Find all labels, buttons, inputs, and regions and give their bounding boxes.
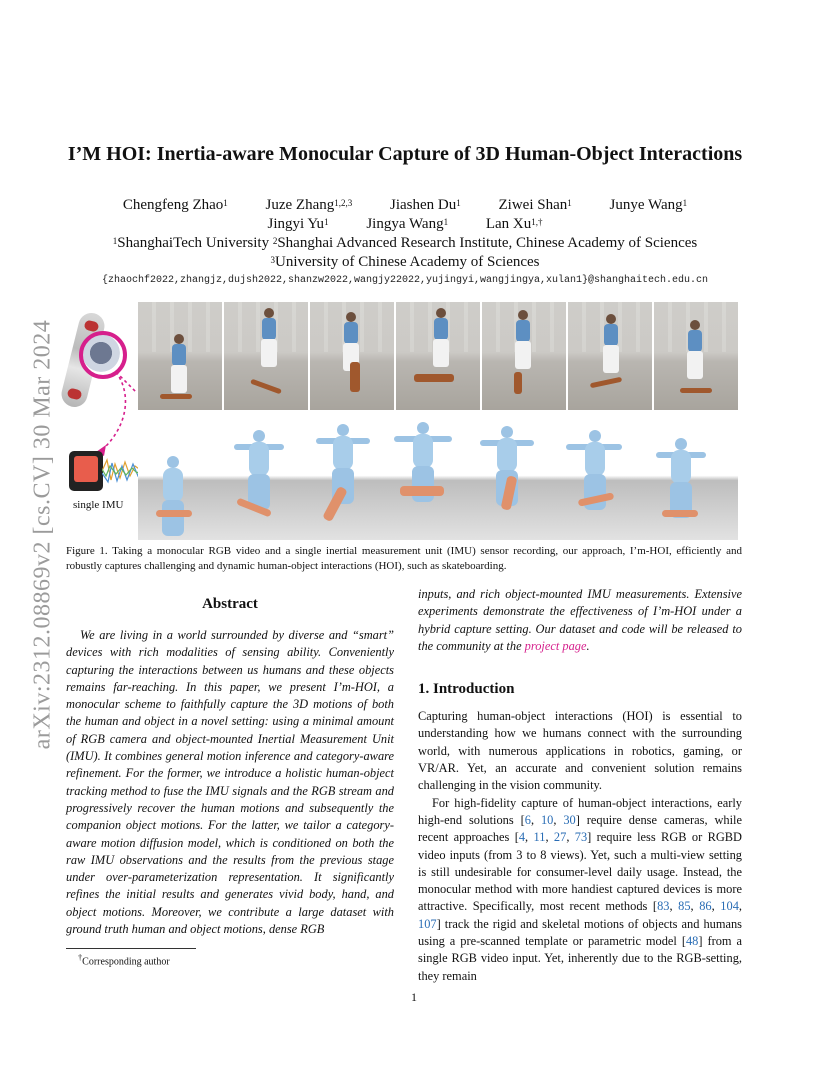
citation-link[interactable]: 83 <box>657 899 670 914</box>
figure-caption: Figure 1. Taking a monocular RGB video and a single inertial measurement unit (IMU) sensor recording, our approach, I’m-HOI, efficiently and robustly captures challenging and dynamic human-object interactions (HOI), such as skateboarding. <box>66 545 742 572</box>
video-frame <box>568 302 652 410</box>
abstract-continuation: inputs, and rich object-mounted IMU measurements. Extensive experiments demonstrate the effectiveness of I’m-HOI under a hybrid capture setting. Our dataset and code will be released to the community at the project page. <box>418 587 742 653</box>
human-mesh <box>242 430 276 512</box>
abstract-text: We are living in a world surrounded by diverse and “smart” devices with rich modalities of sensing ability. Conveniently capturing the interactions between us humans and these objects remains far-reaching. In this paper, we present I’m-HOI, a monocular scheme to faithfully capture the 3D motions of both the human and object in a novel setting: using a minimal amount of RGB camera and object-mounted Inertial Measurement Unit (IMU). It combines general motion inference and category-aware refinement. For the former, we introduce a holistic human-object tracking method to fuse the IMU signals and the RGB stream and progressively recover the human motions and subsequently the companion object motions. For the latter, we tailor a category-aware motion diffusion model, which is conditioned on both the raw IMU observations and the results from the previous stage under over-parameterization representation. It significantly refines the initial results and generates vivid body, hand, and object motions. Moreover, we contribute a large dataset with ground truth human and object motions, dense RGB <box>66 628 394 937</box>
arxiv-side-stamp <box>28 285 58 785</box>
author-line-1 <box>60 196 750 215</box>
intro-paragraph-1: Capturing human-object interactions (HOI) is essential to understanding how we humans connect with the surrounding world, with numerous applications in robotics, gaming, or VR/AR. Yet, an accurate and convenient solution remains challenging in the vision community. <box>418 709 742 793</box>
teaser-figure <box>66 298 738 540</box>
human-mesh <box>156 456 190 538</box>
affiliation-line-1: $^1$ShanghaiTech University $^2$Shanghai Advanced Research Institute, Chinese Academy of Sciences <box>112 235 698 251</box>
author: Juze Zhang$^{1,2,3}$ <box>265 197 353 213</box>
author: Lan $Xu^{1,\dagger}$ <box>485 216 543 232</box>
single-imu-label: single IMU <box>73 499 124 511</box>
project-page-link[interactable]: project page <box>524 638 587 653</box>
intro-paragraph-2: For high-fidelity capture of human-object interactions, early high-end solutions [6, 10, 30] require dense cameras, while recent approaches [4, 11, 27, 73] require less RGB or RGBD video inputs (from 3 to 8 views). Yet, such a multi-view setting is still undesirable for consumer-level daily usage. Instead, the monocular method with more handiest captured devices is more attractive. Specifically, most recent methods [83, 85, 86, 104, 107] track the rigid and skeletal motions of objects and humans using a pre-scanned template or parametric model [48] from a single RGB video input. Yet, inherently due to the RGB-setting, they remain <box>418 795 743 983</box>
video-frame <box>482 302 566 410</box>
author-block <box>60 196 750 272</box>
citation-link[interactable]: 27 <box>553 830 567 845</box>
right-column <box>418 586 742 985</box>
imu-setup-panel <box>66 298 136 538</box>
author: Chengfeng Zhao$^1$ <box>122 197 228 213</box>
imu-sensor-icon <box>69 451 103 491</box>
signal-waves-icon <box>102 454 142 488</box>
skateboard-mesh <box>156 510 192 517</box>
citation-link[interactable]: 73 <box>574 830 588 845</box>
video-frame <box>310 302 394 410</box>
human-mesh <box>664 438 698 520</box>
rgb-video-frames <box>138 302 738 410</box>
author: Junye Wang$^1$ <box>609 197 688 213</box>
footnote: †Corresponding author <box>78 953 170 968</box>
citation-link[interactable]: 11 <box>533 830 546 845</box>
page-number: 1 <box>411 990 417 1004</box>
left-column <box>66 596 394 938</box>
dashed-arrow-icon <box>66 348 136 458</box>
footnote-rule <box>66 948 196 949</box>
3d-reconstruction-frames <box>138 416 738 540</box>
citation-link[interactable]: 6 <box>524 812 531 827</box>
skateboard-mesh <box>400 486 444 496</box>
author: Jingya Wang$^1$ <box>366 216 449 232</box>
skateboard-mesh <box>662 510 698 517</box>
affiliation-line-2: $^3$University of Chinese Academy of Sciences <box>270 254 540 270</box>
author: Jiashen Du$^1$ <box>390 197 461 213</box>
author-line-2 <box>60 215 750 234</box>
introduction-heading: 1. Introduction <box>418 681 515 698</box>
video-frame <box>396 302 480 410</box>
author: Jingyi Yu$^1$ <box>267 216 329 232</box>
abstract-heading: Abstract <box>202 596 258 612</box>
video-frame <box>654 302 738 410</box>
arxiv-identifier: arXiv:2312.08869v2 [cs.CV] 30 Mar 2024 <box>29 319 56 750</box>
citation-link[interactable]: 10 <box>540 812 554 827</box>
author: Ziwei Shan$^1$ <box>498 197 572 213</box>
citation-link[interactable]: 48 <box>685 934 699 949</box>
citation-link[interactable]: 104 <box>720 899 739 914</box>
citation-link[interactable]: 30 <box>563 812 576 827</box>
citation-link[interactable]: 86 <box>699 899 712 914</box>
video-frame <box>224 302 308 410</box>
video-frame <box>138 302 222 410</box>
citation-link[interactable]: 85 <box>678 899 691 914</box>
author-emails: {zhaochf2022,zhangjz,dujsh2022,shanzw2022,wangjy22022,yujingyi,wangjingya,xulan1}@shanghaitech.edu.cn <box>101 275 709 286</box>
citation-link[interactable]: 4 <box>518 830 526 845</box>
citation-link[interactable]: 107 <box>418 916 437 931</box>
paper-title: I’M HOI: Inertia-aware Monocular Capture of 3D Human-Object Interactions <box>67 143 743 165</box>
